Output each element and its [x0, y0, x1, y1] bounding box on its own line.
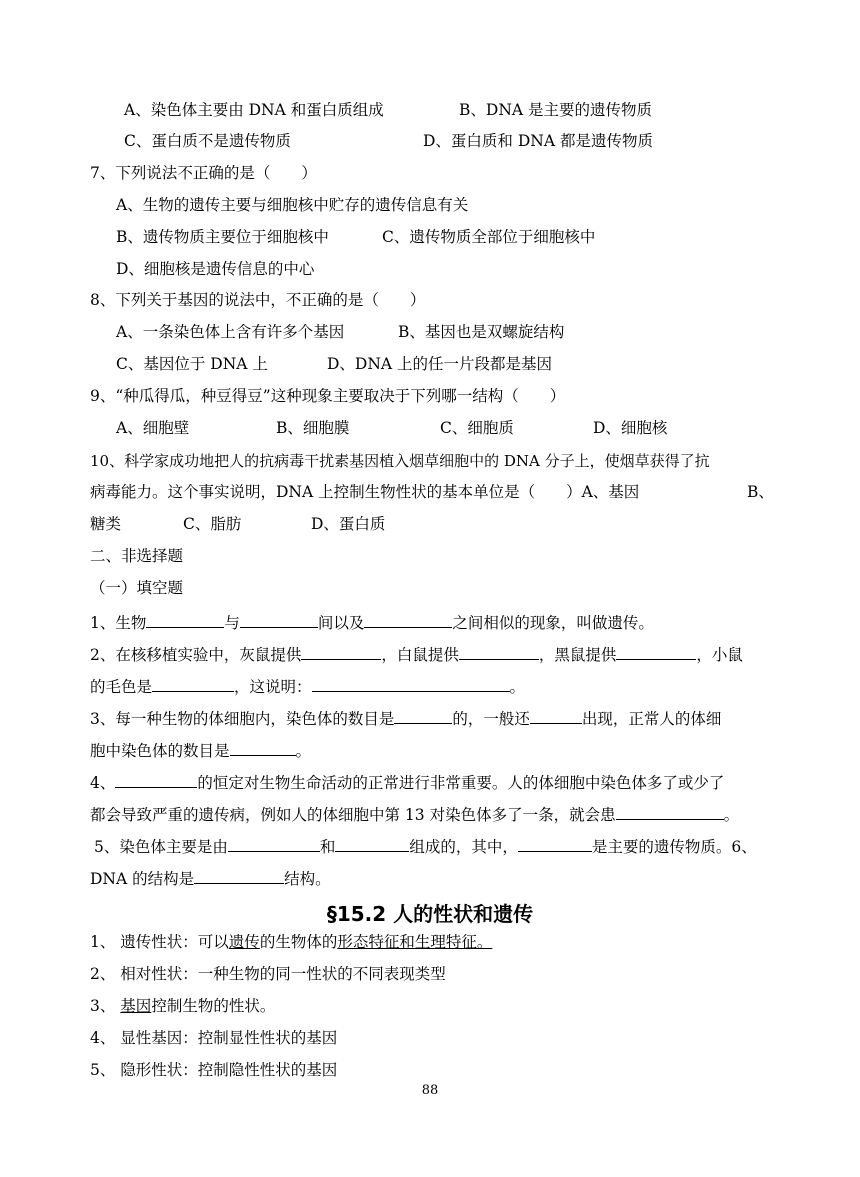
- q8-stem: 8、下列关于基因的说法中，不正确的是（ ）: [90, 291, 426, 309]
- section-heading: 二、非选择题: [90, 547, 184, 565]
- q10-option-b-text: 糖类: [90, 515, 122, 533]
- note-4: 4、 显性基因：控制显性性状的基因: [90, 1029, 338, 1047]
- q9-option-c: C、细胞质: [440, 419, 514, 437]
- q7-option-d: D、细胞核是遗传信息的中心: [116, 260, 315, 278]
- fill-question-1: 1、生物 与 间以及 之间相似的现象，叫做遗传。: [90, 614, 654, 632]
- q10-option-c: C、脂肪: [183, 515, 242, 533]
- q7-option-c: C、遗传物质全部位于细胞核中: [382, 228, 596, 246]
- fill-question-4-line-2: 都会导致严重的遗传病，例如人的体细胞中第 13 对染色体多了一条，就会患 。: [90, 806, 740, 824]
- note-5: 5、 隐形性状：控制隐性性状的基因: [90, 1061, 338, 1079]
- q8-option-a: A、一条染色体上含有许多个基因: [116, 323, 345, 341]
- page-number: 88: [421, 1083, 439, 1098]
- q10-line-1: 10、科学家成功地把人的抗病毒干扰素基因植入烟草细胞中的 DNA 分子上，使烟草获得了抗: [90, 452, 710, 470]
- fill-question-2-line-1: 2、在核移植实验中，灰鼠提供 ，白鼠提供 ，黑鼠提供 ，小鼠: [90, 646, 743, 664]
- subsection-heading: （一）填空题: [90, 579, 184, 597]
- q8-option-d: D、DNA 上的任一片段都是基因: [327, 355, 553, 373]
- q8-option-c: C、基因位于 DNA 上: [116, 355, 268, 373]
- note-1: 1、 遗传性状：可以遗传的生物体的形态特征和生理特征。: [90, 933, 493, 951]
- q9-option-b: B、细胞膜: [276, 419, 350, 437]
- fill-question-6: DNA 的结构是 结构。: [90, 870, 331, 888]
- fill-question-3-line-2: 胞中染色体的数目是 。: [90, 742, 312, 760]
- q10-option-d: D、蛋白质: [311, 515, 386, 533]
- q6-option-c: C、蛋白质不是遗传物质: [124, 132, 291, 150]
- q10-line-2: 病毒能力。这个事实说明，DNA 上控制生物性状的基本单位是（ ）A、基因: [90, 483, 640, 501]
- q9-option-a: A、细胞壁: [116, 419, 190, 437]
- q10-option-b-prefix: B、: [747, 483, 774, 501]
- section-title: §15.2 人的性状和遗传: [326, 902, 534, 926]
- q9-stem: 9、“种瓜得瓜，种豆得豆”这种现象主要取决于下列哪一结构（ ）: [90, 387, 566, 405]
- q6-option-d: D、蛋白质和 DNA 都是遗传物质: [423, 132, 653, 150]
- q6-option-a: A、染色体主要由 DNA 和蛋白质组成: [124, 101, 384, 119]
- q8-option-b: B、基因也是双螺旋结构: [398, 323, 565, 341]
- q6-option-b: B、DNA 是主要的遗传物质: [459, 101, 653, 119]
- fill-question-3-line-1: 3、每一种生物的体细胞内，染色体的数目是 的，一般还 出现，正常人的体细: [90, 710, 722, 728]
- fill-question-4-line-1: 4、 的恒定对生物生命活动的正常进行非常重要。人的体细胞中染色体多了或少了: [90, 774, 725, 792]
- note-3: 3、 基因控制生物的性状。: [90, 997, 276, 1015]
- note-2: 2、 相对性状：一种生物的同一性状的不同表现类型: [90, 965, 446, 983]
- q7-option-b: B、遗传物质主要位于细胞核中: [116, 228, 329, 246]
- q9-option-d: D、细胞核: [593, 419, 668, 437]
- q7-option-a: A、生物的遗传主要与细胞核中贮存的遗传信息有关: [116, 196, 469, 214]
- fill-question-5-line-1: 5、染色体主要是由 和 组成的，其中， 是主要的遗传物质。6、: [94, 838, 757, 856]
- q7-stem: 7、下列说法不正确的是（ ）: [90, 164, 317, 182]
- fill-question-2-line-2: 的毛色是 ，这说明： 。: [90, 678, 526, 696]
